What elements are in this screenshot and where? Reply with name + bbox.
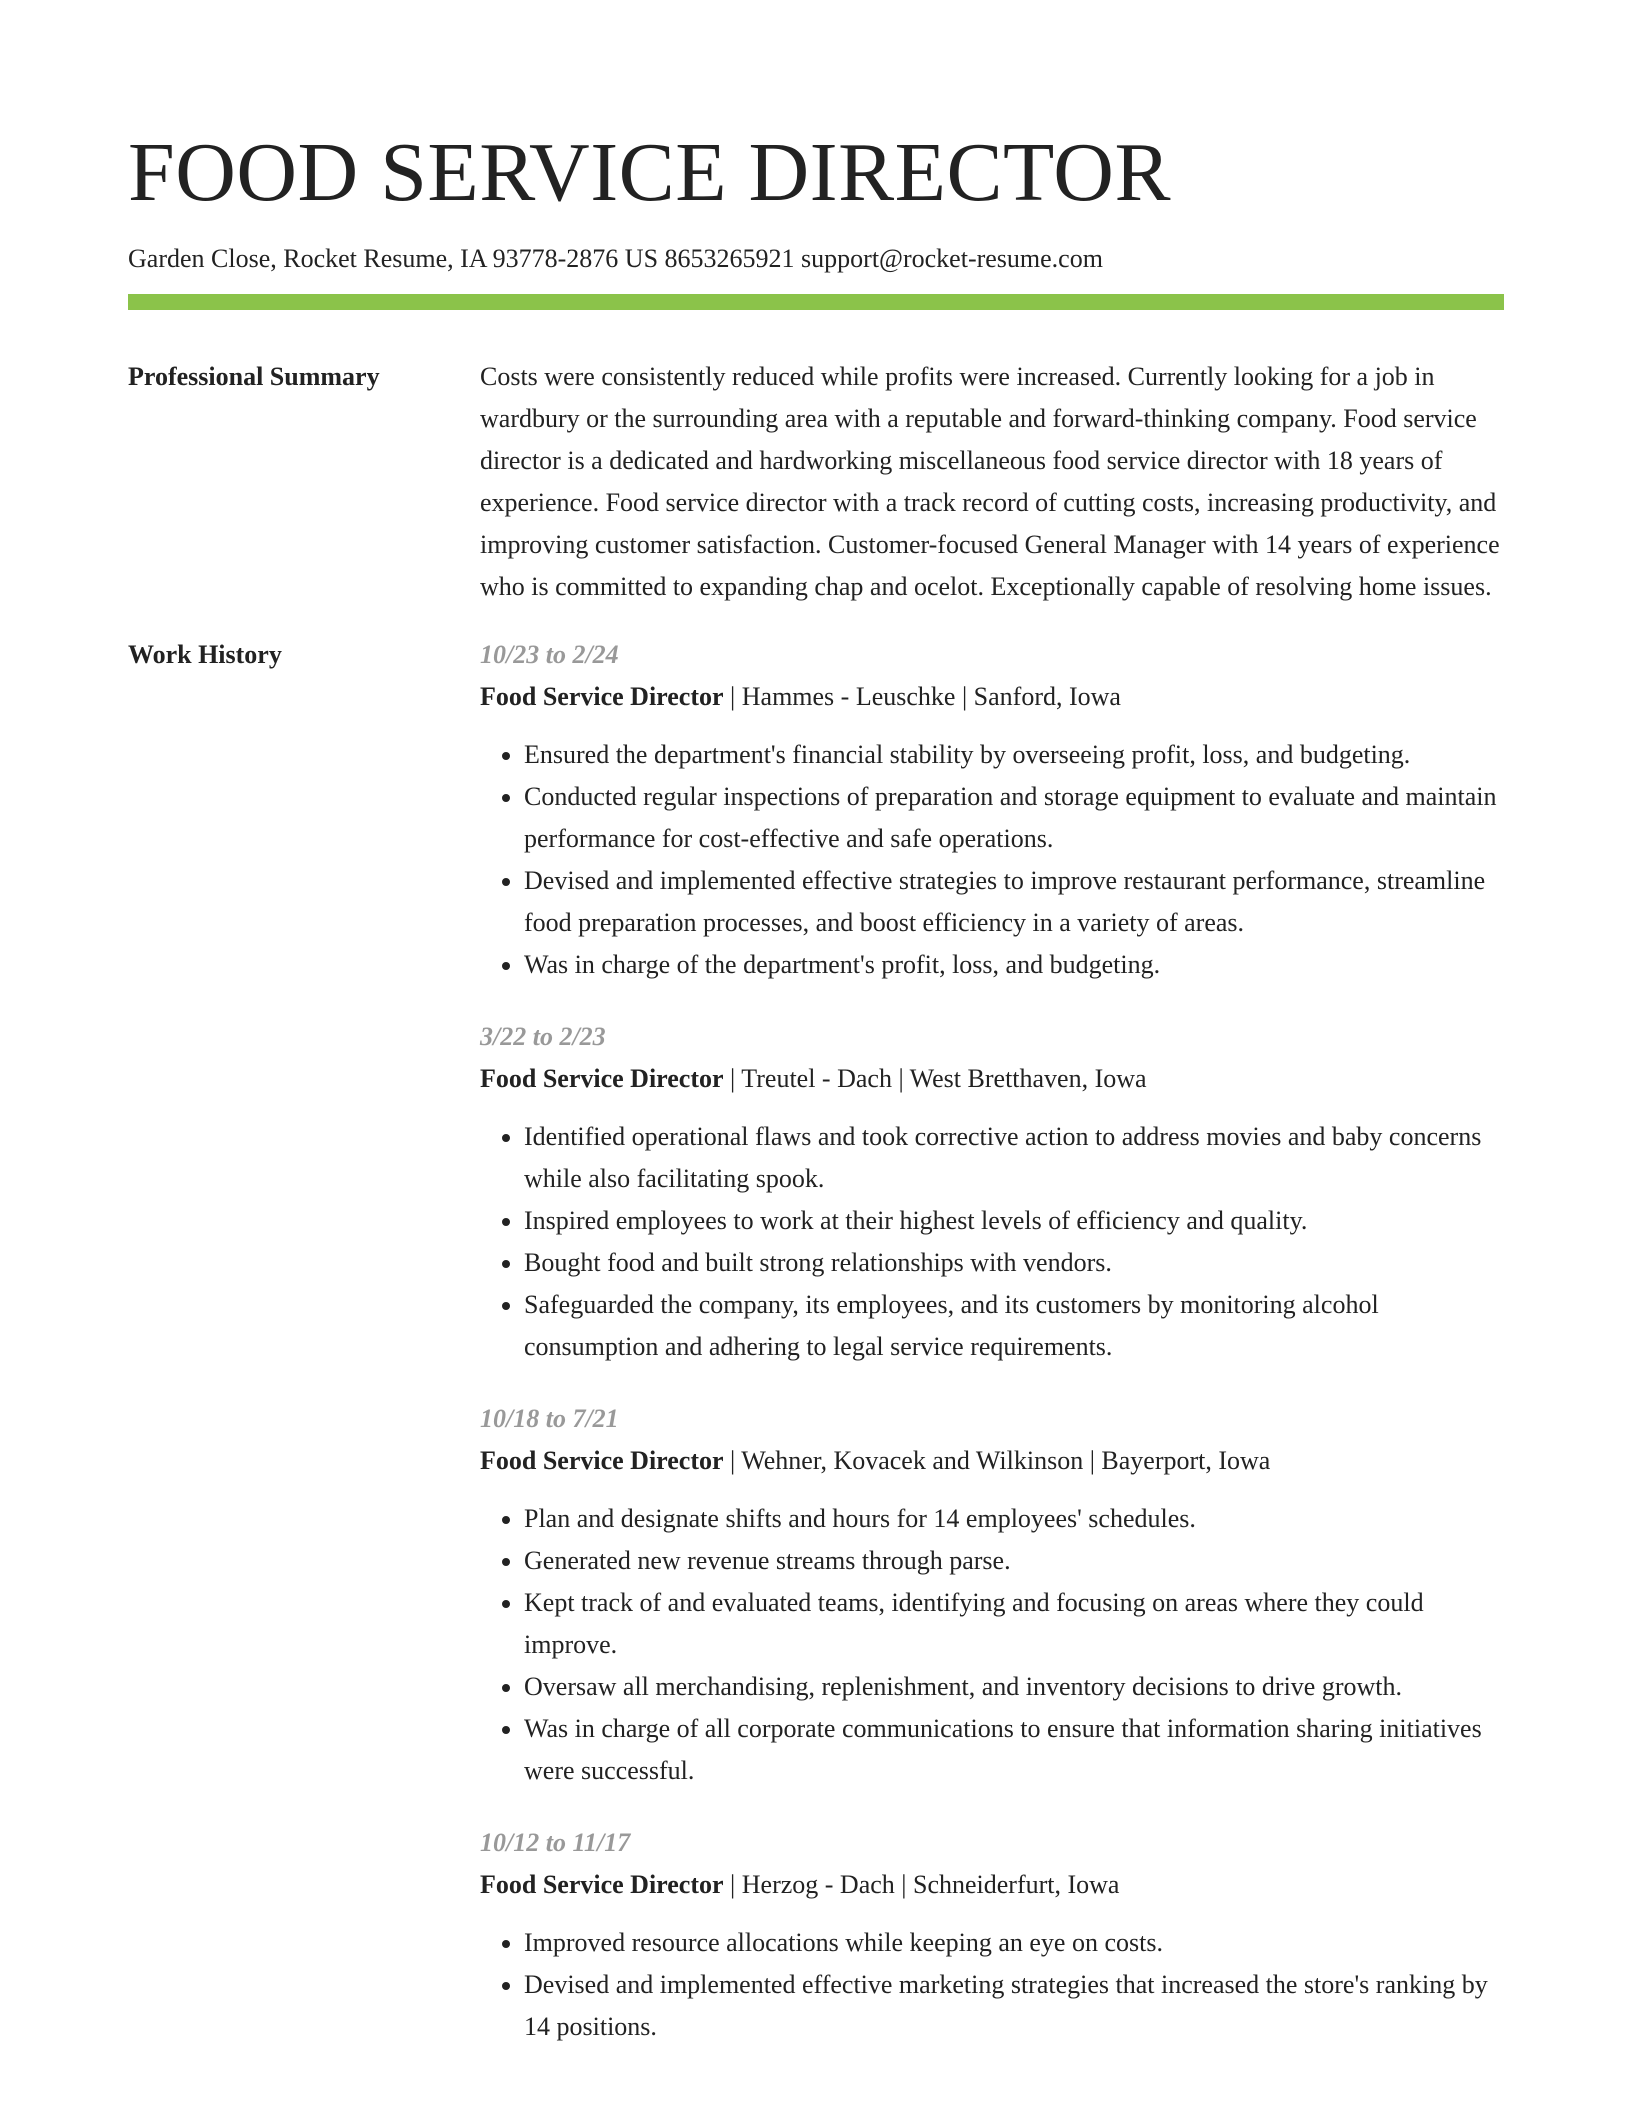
job-bullet-list xyxy=(480,1922,1504,2048)
job-bullet-list xyxy=(480,734,1504,986)
job-bullet-list xyxy=(480,1116,1504,1368)
job-title-line xyxy=(480,1864,1504,1906)
job-bullet: • Generated new revenue streams through parse. xyxy=(524,1540,1504,1582)
job-bullet: • Was in charge of the department's profit, loss, and budgeting. xyxy=(524,944,1504,986)
job-employer-location: | Herzog - Dach | Schneiderfurt, Iowa xyxy=(723,1870,1120,1899)
section-heading-summary: Professional Summary xyxy=(128,362,380,391)
job-entry xyxy=(480,1016,1504,1368)
header-accent-rule xyxy=(128,294,1504,310)
job-bullet-list xyxy=(480,1498,1504,1792)
job-dates: 10/12 to 11/17 xyxy=(480,1828,631,1857)
resume-name: FOOD SERVICE DIRECTOR xyxy=(128,126,1171,219)
job-bullet: • Was in charge of all corporate communications to ensure that information sharing initiatives were successful. xyxy=(524,1708,1504,1792)
job-title: Food Service Director xyxy=(480,1064,724,1093)
job-title: Food Service Director xyxy=(480,1870,724,1899)
job-employer-location: | Hammes - Leuschke | Sanford, Iowa xyxy=(723,682,1121,711)
job-employer-location: | Wehner, Kovacek and Wilkinson | Bayerport, Iowa xyxy=(723,1446,1271,1475)
job-dates: 3/22 to 2/23 xyxy=(480,1022,606,1051)
job-title-line xyxy=(480,1440,1504,1482)
job-dates: 10/23 to 2/24 xyxy=(480,640,619,669)
job-bullet: • Safeguarded the company, its employees, and its customers by monitoring alcohol consumption and adhering to legal service requirements. xyxy=(524,1284,1504,1368)
summary-text: Costs were consistently reduced while profits were increased. Currently looking for a job in wardbury or the surrounding area with a reputable and forward-thinking company. Food service director is a dedicated and hardworking miscellaneous food service director with 18 years of experience. Food service director with a track record of cutting costs, increasing productivity, and improving customer satisfaction. Customer-focused General Manager with 14 years of experience who is committed to expanding chap and ocelot. Exceptionally capable of resolving home issues. xyxy=(480,362,1500,601)
job-bullet: • Conducted regular inspections of preparation and storage equipment to evaluate and maintain performance for cost-effective and safe operations. xyxy=(524,776,1504,860)
job-title-line xyxy=(480,676,1504,718)
resume-page xyxy=(128,0,1504,2078)
job-employer-location: | Treutel - Dach | West Bretthaven, Iowa xyxy=(723,1064,1147,1093)
job-title-line xyxy=(480,1058,1504,1100)
job-entry xyxy=(480,1398,1504,1792)
job-bullet: • Bought food and built strong relationships with vendors. xyxy=(524,1242,1504,1284)
work-history-list xyxy=(480,634,1504,2078)
job-entry xyxy=(480,634,1504,986)
job-entry xyxy=(480,1822,1504,2048)
job-bullet: • Improved resource allocations while keeping an eye on costs. xyxy=(524,1922,1504,1964)
job-title: Food Service Director xyxy=(480,682,724,711)
job-bullet: • Devised and implemented effective strategies to improve restaurant performance, streamline food preparation processes, and boost efficiency in a variety of areas. xyxy=(524,860,1504,944)
summary-body xyxy=(480,356,1504,608)
job-bullet: • Plan and designate shifts and hours for 14 employees' schedules. xyxy=(524,1498,1504,1540)
section-heading-work-history: Work History xyxy=(128,640,282,669)
contact-info: Garden Close, Rocket Resume, IA 93778-2876 US 8653265921 support@rocket-resume.com xyxy=(128,244,1103,273)
job-bullet: • Kept track of and evaluated teams, identifying and focusing on areas where they could improve. xyxy=(524,1582,1504,1666)
job-dates: 10/18 to 7/21 xyxy=(480,1404,619,1433)
job-title: Food Service Director xyxy=(480,1446,724,1475)
job-bullet: • Devised and implemented effective marketing strategies that increased the store's ranking by 14 positions. xyxy=(524,1964,1504,2048)
job-bullet: • Oversaw all merchandising, replenishment, and inventory decisions to drive growth. xyxy=(524,1666,1504,1708)
work-history-section xyxy=(128,634,1504,2078)
job-bullet: • Identified operational flaws and took corrective action to address movies and baby concerns while also facilitating spook. xyxy=(524,1116,1504,1200)
professional-summary-section xyxy=(128,356,1504,608)
job-bullet: • Inspired employees to work at their highest levels of efficiency and quality. xyxy=(524,1200,1504,1242)
job-bullet: • Ensured the department's financial stability by overseeing profit, loss, and budgeting. xyxy=(524,734,1504,776)
